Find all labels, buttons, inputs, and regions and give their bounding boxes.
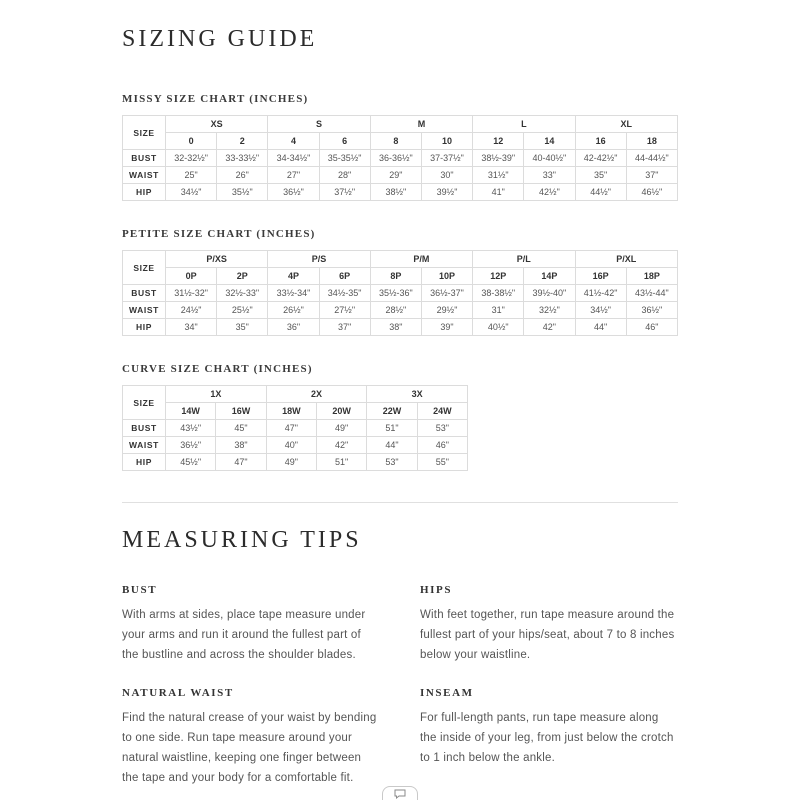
measure-value-cell: 26½" xyxy=(268,302,319,319)
size-header-cell: SIZE xyxy=(123,251,166,285)
measure-value-cell: 44-44½" xyxy=(626,150,677,167)
size-number-cell: 14W xyxy=(166,403,216,420)
measure-value-cell: 34½-35" xyxy=(319,285,370,302)
size-number-cell: 14 xyxy=(524,133,575,150)
tips-grid xyxy=(122,584,678,788)
size-group-cell: 3X xyxy=(367,386,468,403)
measure-value-cell: 31½" xyxy=(473,167,524,184)
measure-value-cell: 36-36½" xyxy=(370,150,421,167)
measure-value-cell: 36½" xyxy=(268,184,319,201)
size-number-cell: 12 xyxy=(473,133,524,150)
measure-value-cell: 34" xyxy=(166,319,217,336)
size-number-cell: 10P xyxy=(421,268,472,285)
measure-value-cell: 32-32½" xyxy=(166,150,217,167)
measure-value-cell: 39½" xyxy=(421,184,472,201)
measure-value-cell: 45½" xyxy=(166,454,216,471)
curve-size-table xyxy=(122,385,468,471)
tip-inseam-text: For full-length pants, run tape measure along the inside of your leg, from just below the crotch to 1 inch below the ankle. xyxy=(420,712,674,764)
tip-hips-heading: HIPS xyxy=(420,584,453,596)
size-number-cell: 14P xyxy=(524,268,575,285)
measure-value-cell: 31" xyxy=(473,302,524,319)
tip-hips-text: With feet together, run tape measure around the fullest part of your hips/seat, about 7 to 8 inches below your waistline. xyxy=(420,609,675,661)
measure-value-cell: 38" xyxy=(216,437,266,454)
measure-value-cell: 28" xyxy=(319,167,370,184)
measure-value-cell: 27½" xyxy=(319,302,370,319)
measure-value-cell: 38½" xyxy=(370,184,421,201)
measure-value-cell: 46½" xyxy=(626,184,677,201)
section-divider xyxy=(122,502,678,503)
measure-value-cell: 29" xyxy=(370,167,421,184)
size-number-cell: 4P xyxy=(268,268,319,285)
measure-value-cell: 25½" xyxy=(217,302,268,319)
measure-value-cell: 40½" xyxy=(473,319,524,336)
curve-chart-heading: CURVE SIZE CHART (INCHES) xyxy=(122,363,313,375)
size-number-cell: 2 xyxy=(217,133,268,150)
measure-value-cell: 38½-39" xyxy=(473,150,524,167)
measure-label-cell: WAIST xyxy=(123,302,166,319)
missy-size-chart-section xyxy=(122,93,678,201)
measure-value-cell: 36½" xyxy=(626,302,677,319)
measure-value-cell: 47" xyxy=(266,420,316,437)
size-number-cell: 0 xyxy=(166,133,217,150)
measure-value-cell: 28½" xyxy=(370,302,421,319)
measure-value-cell: 43½" xyxy=(166,420,216,437)
measure-value-cell: 34½" xyxy=(166,184,217,201)
measure-value-cell: 51" xyxy=(316,454,366,471)
measure-label-cell: WAIST xyxy=(123,167,166,184)
measure-value-cell: 35½" xyxy=(217,184,268,201)
measure-value-cell: 25" xyxy=(166,167,217,184)
size-number-cell: 16 xyxy=(575,133,626,150)
measure-value-cell: 32½-33" xyxy=(217,285,268,302)
size-number-cell: 12P xyxy=(473,268,524,285)
petite-size-chart-section xyxy=(122,228,678,336)
measure-value-cell: 35½-36" xyxy=(370,285,421,302)
measure-value-cell: 42½" xyxy=(524,184,575,201)
measure-value-cell: 45" xyxy=(216,420,266,437)
size-number-cell: 18 xyxy=(626,133,677,150)
measure-value-cell: 39½-40" xyxy=(524,285,575,302)
size-group-cell: S xyxy=(268,116,370,133)
measure-value-cell: 41½-42" xyxy=(575,285,626,302)
size-number-cell: 22W xyxy=(367,403,417,420)
measure-value-cell: 43½-44" xyxy=(626,285,677,302)
measure-value-cell: 42-42½" xyxy=(575,150,626,167)
tip-inseam-heading: INSEAM xyxy=(420,687,474,700)
size-number-cell: 16P xyxy=(575,268,626,285)
size-number-cell: 8 xyxy=(370,133,421,150)
measure-value-cell: 36" xyxy=(268,319,319,336)
measure-value-cell: 32½" xyxy=(524,302,575,319)
size-header-cell: SIZE xyxy=(123,386,166,420)
measure-label-cell: HIP xyxy=(123,454,166,471)
measure-value-cell: 35" xyxy=(217,319,268,336)
measure-value-cell: 35-35½" xyxy=(319,150,370,167)
measure-value-cell: 33½-34" xyxy=(268,285,319,302)
tip-inseam xyxy=(420,687,678,788)
measure-label-cell: HIP xyxy=(123,184,166,201)
measuring-tips-title: MEASURING TIPS xyxy=(122,527,362,553)
measure-value-cell: 35" xyxy=(575,167,626,184)
size-number-cell: 18W xyxy=(266,403,316,420)
measure-value-cell: 38" xyxy=(370,319,421,336)
curve-size-chart-section xyxy=(122,363,678,471)
tip-bust-text: With arms at sides, place tape measure under your arms and run it around the fullest part of the bustline and across the shoulder blades. xyxy=(122,609,366,661)
size-group-cell: P/M xyxy=(370,251,472,268)
measure-value-cell: 27" xyxy=(268,167,319,184)
size-group-cell: 2X xyxy=(266,386,367,403)
size-group-cell: 1X xyxy=(166,386,267,403)
size-group-cell: XL xyxy=(575,116,678,133)
size-number-cell: 8P xyxy=(370,268,421,285)
tip-bust xyxy=(122,584,380,665)
measure-label-cell: BUST xyxy=(123,420,166,437)
tip-natural-waist xyxy=(122,687,380,788)
size-number-cell: 2P xyxy=(217,268,268,285)
measure-value-cell: 51" xyxy=(367,420,417,437)
size-number-cell: 20W xyxy=(316,403,366,420)
measure-value-cell: 46" xyxy=(417,437,467,454)
measure-value-cell: 37½" xyxy=(319,184,370,201)
measure-value-cell: 26" xyxy=(217,167,268,184)
measure-label-cell: BUST xyxy=(123,150,166,167)
measure-value-cell: 40" xyxy=(266,437,316,454)
chat-widget-tab[interactable] xyxy=(382,786,418,800)
measure-value-cell: 42" xyxy=(316,437,366,454)
tip-natural-waist-text: Find the natural crease of your waist by bending to one side. Run tape measure around your natural waistline, keeping one finger between the tape and your body for a comfortable fit. xyxy=(122,712,377,784)
size-number-cell: 18P xyxy=(626,268,677,285)
measure-value-cell: 47" xyxy=(216,454,266,471)
measure-value-cell: 38-38½" xyxy=(473,285,524,302)
measure-value-cell: 53" xyxy=(367,454,417,471)
size-number-cell: 6P xyxy=(319,268,370,285)
tip-bust-heading: BUST xyxy=(122,584,158,596)
size-number-cell: 6 xyxy=(319,133,370,150)
measure-value-cell: 39" xyxy=(421,319,472,336)
size-number-cell: 16W xyxy=(216,403,266,420)
measure-value-cell: 34-34½" xyxy=(268,150,319,167)
size-header-cell: SIZE xyxy=(123,116,166,150)
measure-value-cell: 30" xyxy=(421,167,472,184)
size-group-cell: P/L xyxy=(473,251,575,268)
measure-value-cell: 44½" xyxy=(575,184,626,201)
size-group-cell: M xyxy=(370,116,472,133)
size-group-cell: XS xyxy=(166,116,268,133)
size-number-cell: 4 xyxy=(268,133,319,150)
measure-label-cell: WAIST xyxy=(123,437,166,454)
measure-value-cell: 29½" xyxy=(421,302,472,319)
size-group-cell: L xyxy=(473,116,575,133)
size-group-cell: P/XL xyxy=(575,251,678,268)
tip-hips xyxy=(420,584,678,665)
measure-value-cell: 31½-32" xyxy=(166,285,217,302)
measure-label-cell: BUST xyxy=(123,285,166,302)
measure-value-cell: 37" xyxy=(319,319,370,336)
measure-value-cell: 40-40½" xyxy=(524,150,575,167)
petite-chart-heading: PETITE SIZE CHART (INCHES) xyxy=(122,228,316,240)
measure-value-cell: 53" xyxy=(417,420,467,437)
measure-value-cell: 37" xyxy=(626,167,677,184)
measure-value-cell: 41" xyxy=(473,184,524,201)
page-title: SIZING GUIDE xyxy=(122,26,318,52)
measure-value-cell: 36½-37" xyxy=(421,285,472,302)
tip-natural-waist-heading: NATURAL WAIST xyxy=(122,687,234,700)
measure-value-cell: 44" xyxy=(367,437,417,454)
size-group-cell: P/S xyxy=(268,251,370,268)
missy-chart-heading: MISSY SIZE CHART (INCHES) xyxy=(122,93,309,105)
measure-label-cell: HIP xyxy=(123,319,166,336)
missy-size-table xyxy=(122,115,678,201)
sizing-guide-page xyxy=(122,0,678,788)
measure-value-cell: 34½" xyxy=(575,302,626,319)
measure-value-cell: 49" xyxy=(266,454,316,471)
size-number-cell: 24W xyxy=(417,403,467,420)
measure-value-cell: 44" xyxy=(575,319,626,336)
size-number-cell: 0P xyxy=(166,268,217,285)
measure-value-cell: 37-37½" xyxy=(421,150,472,167)
measure-value-cell: 46" xyxy=(626,319,677,336)
measure-value-cell: 33" xyxy=(524,167,575,184)
chat-bubble-icon xyxy=(394,789,406,799)
measure-value-cell: 36½" xyxy=(166,437,216,454)
size-group-cell: P/XS xyxy=(166,251,268,268)
measure-value-cell: 49" xyxy=(316,420,366,437)
measure-value-cell: 24½" xyxy=(166,302,217,319)
measure-value-cell: 42" xyxy=(524,319,575,336)
measure-value-cell: 33-33½" xyxy=(217,150,268,167)
petite-size-table xyxy=(122,250,678,336)
size-number-cell: 10 xyxy=(421,133,472,150)
measure-value-cell: 55" xyxy=(417,454,467,471)
